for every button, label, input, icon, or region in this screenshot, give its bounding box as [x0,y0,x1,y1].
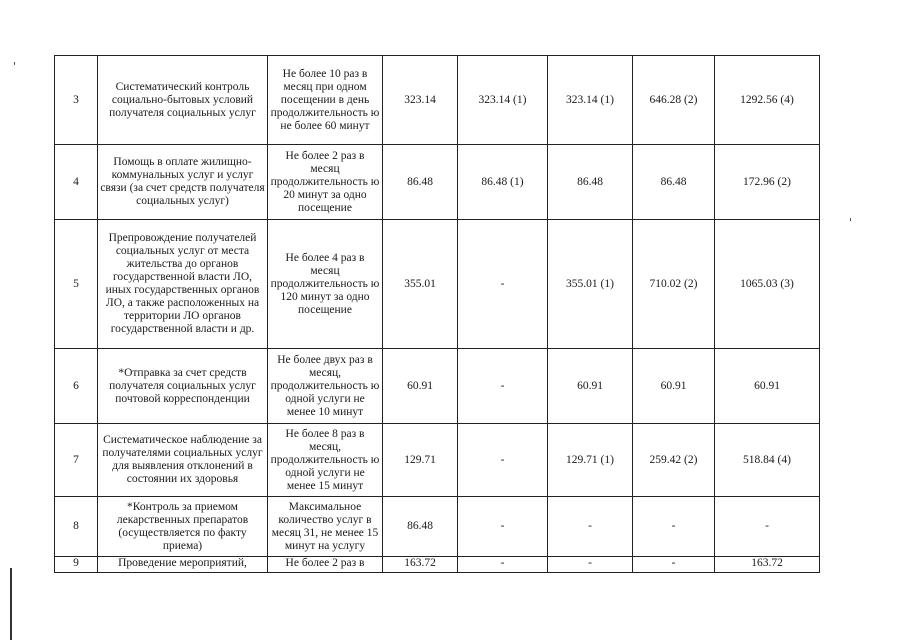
unit-price: 86.48 [383,497,458,557]
cost-col-3: - [633,557,715,573]
cost-col-3: 710.02 (2) [633,220,715,349]
cost-col-3: 259.42 (2) [633,424,715,497]
cost-col-4: 172.96 (2) [715,145,820,220]
service-name: *Отправка за счет средств получателя социальных услуг почтовой корреспонденции [98,349,268,424]
table-row [55,145,820,220]
cost-col-1: 86.48 (1) [458,145,548,220]
cost-col-4: - [715,497,820,557]
cost-col-2: - [548,497,633,557]
table-row [55,56,820,145]
cost-col-1: - [458,220,548,349]
cost-col-3: 646.28 (2) [633,56,715,145]
row-number: 9 [55,557,98,573]
table-row [55,497,820,557]
table-row [55,557,820,573]
table-row [55,349,820,424]
cost-col-4: 163.72 [715,557,820,573]
service-norm: Максимальное количество услуг в месяц 31, не менее 15 минут на услугу [268,497,383,557]
cost-col-4: 1292.56 (4) [715,56,820,145]
cost-col-2: 86.48 [548,145,633,220]
table-row [55,220,820,349]
cost-col-3: 60.91 [633,349,715,424]
row-number: 6 [55,349,98,424]
services-table [54,55,820,573]
row-number: 8 [55,497,98,557]
cost-col-2: 323.14 (1) [548,56,633,145]
cost-col-2: 60.91 [548,349,633,424]
service-norm: Не более 10 раз в месяц при одном посещении в день продолжительность ю не более 60 минут [268,56,383,145]
cost-col-1: - [458,557,548,573]
unit-price: 86.48 [383,145,458,220]
cost-col-4: 518.84 (4) [715,424,820,497]
row-number: 7 [55,424,98,497]
unit-price: 355.01 [383,220,458,349]
cost-col-2: 129.71 (1) [548,424,633,497]
cost-col-1: 323.14 (1) [458,56,548,145]
service-name: *Контроль за приемом лекарственных препаратов (осуществляется по факту приема) [98,497,268,557]
cost-col-2: 355.01 (1) [548,220,633,349]
cost-col-4: 60.91 [715,349,820,424]
service-norm: Не более 8 раз в месяц, продолжительность ю одной услуги не менее 15 минут [268,424,383,497]
service-name: Препровождение получателей социальных услуг от места жительства до органов государственной власти ЛО, иных государственных органов ЛО, а также расположенных на территории ЛО органов государственной власти и др. [98,220,268,349]
service-norm: Не более 4 раз в месяц продолжительность ю 120 минут за одно посещение [268,220,383,349]
service-name: Систематическое наблюдение за получателями социальных услуг для выявления отклонений в состоянии их здоровья [98,424,268,497]
cost-col-3: 86.48 [633,145,715,220]
service-name: Проведение мероприятий, [98,557,268,573]
table-row [55,424,820,497]
unit-price: 323.14 [383,56,458,145]
unit-price: 129.71 [383,424,458,497]
row-number: 4 [55,145,98,220]
unit-price: 163.72 [383,557,458,573]
cost-col-4: 1065.03 (3) [715,220,820,349]
service-norm: Не более 2 раз в [268,557,383,573]
cost-col-1: - [458,424,548,497]
service-norm: Не более двух раз в месяц, продолжительность ю одной услуги не менее 10 минут [268,349,383,424]
row-number: 5 [55,220,98,349]
row-number: 3 [55,56,98,145]
service-name: Помощь в оплате жилищно-коммунальных услуг и услуг связи (за счет средств получателя социальных услуг) [98,145,268,220]
service-norm: Не более 2 раз в месяц продолжительность ю 20 минут за одно посещение [268,145,383,220]
unit-price: 60.91 [383,349,458,424]
scan-speck [14,62,15,65]
scan-speck [850,218,851,221]
service-name: Систематический контроль социально-бытовых условий получателя социальных услуг [98,56,268,145]
cost-col-3: - [633,497,715,557]
cost-col-1: - [458,497,548,557]
scan-edge-mark [10,568,12,640]
cost-col-1: - [458,349,548,424]
cost-col-2: - [548,557,633,573]
